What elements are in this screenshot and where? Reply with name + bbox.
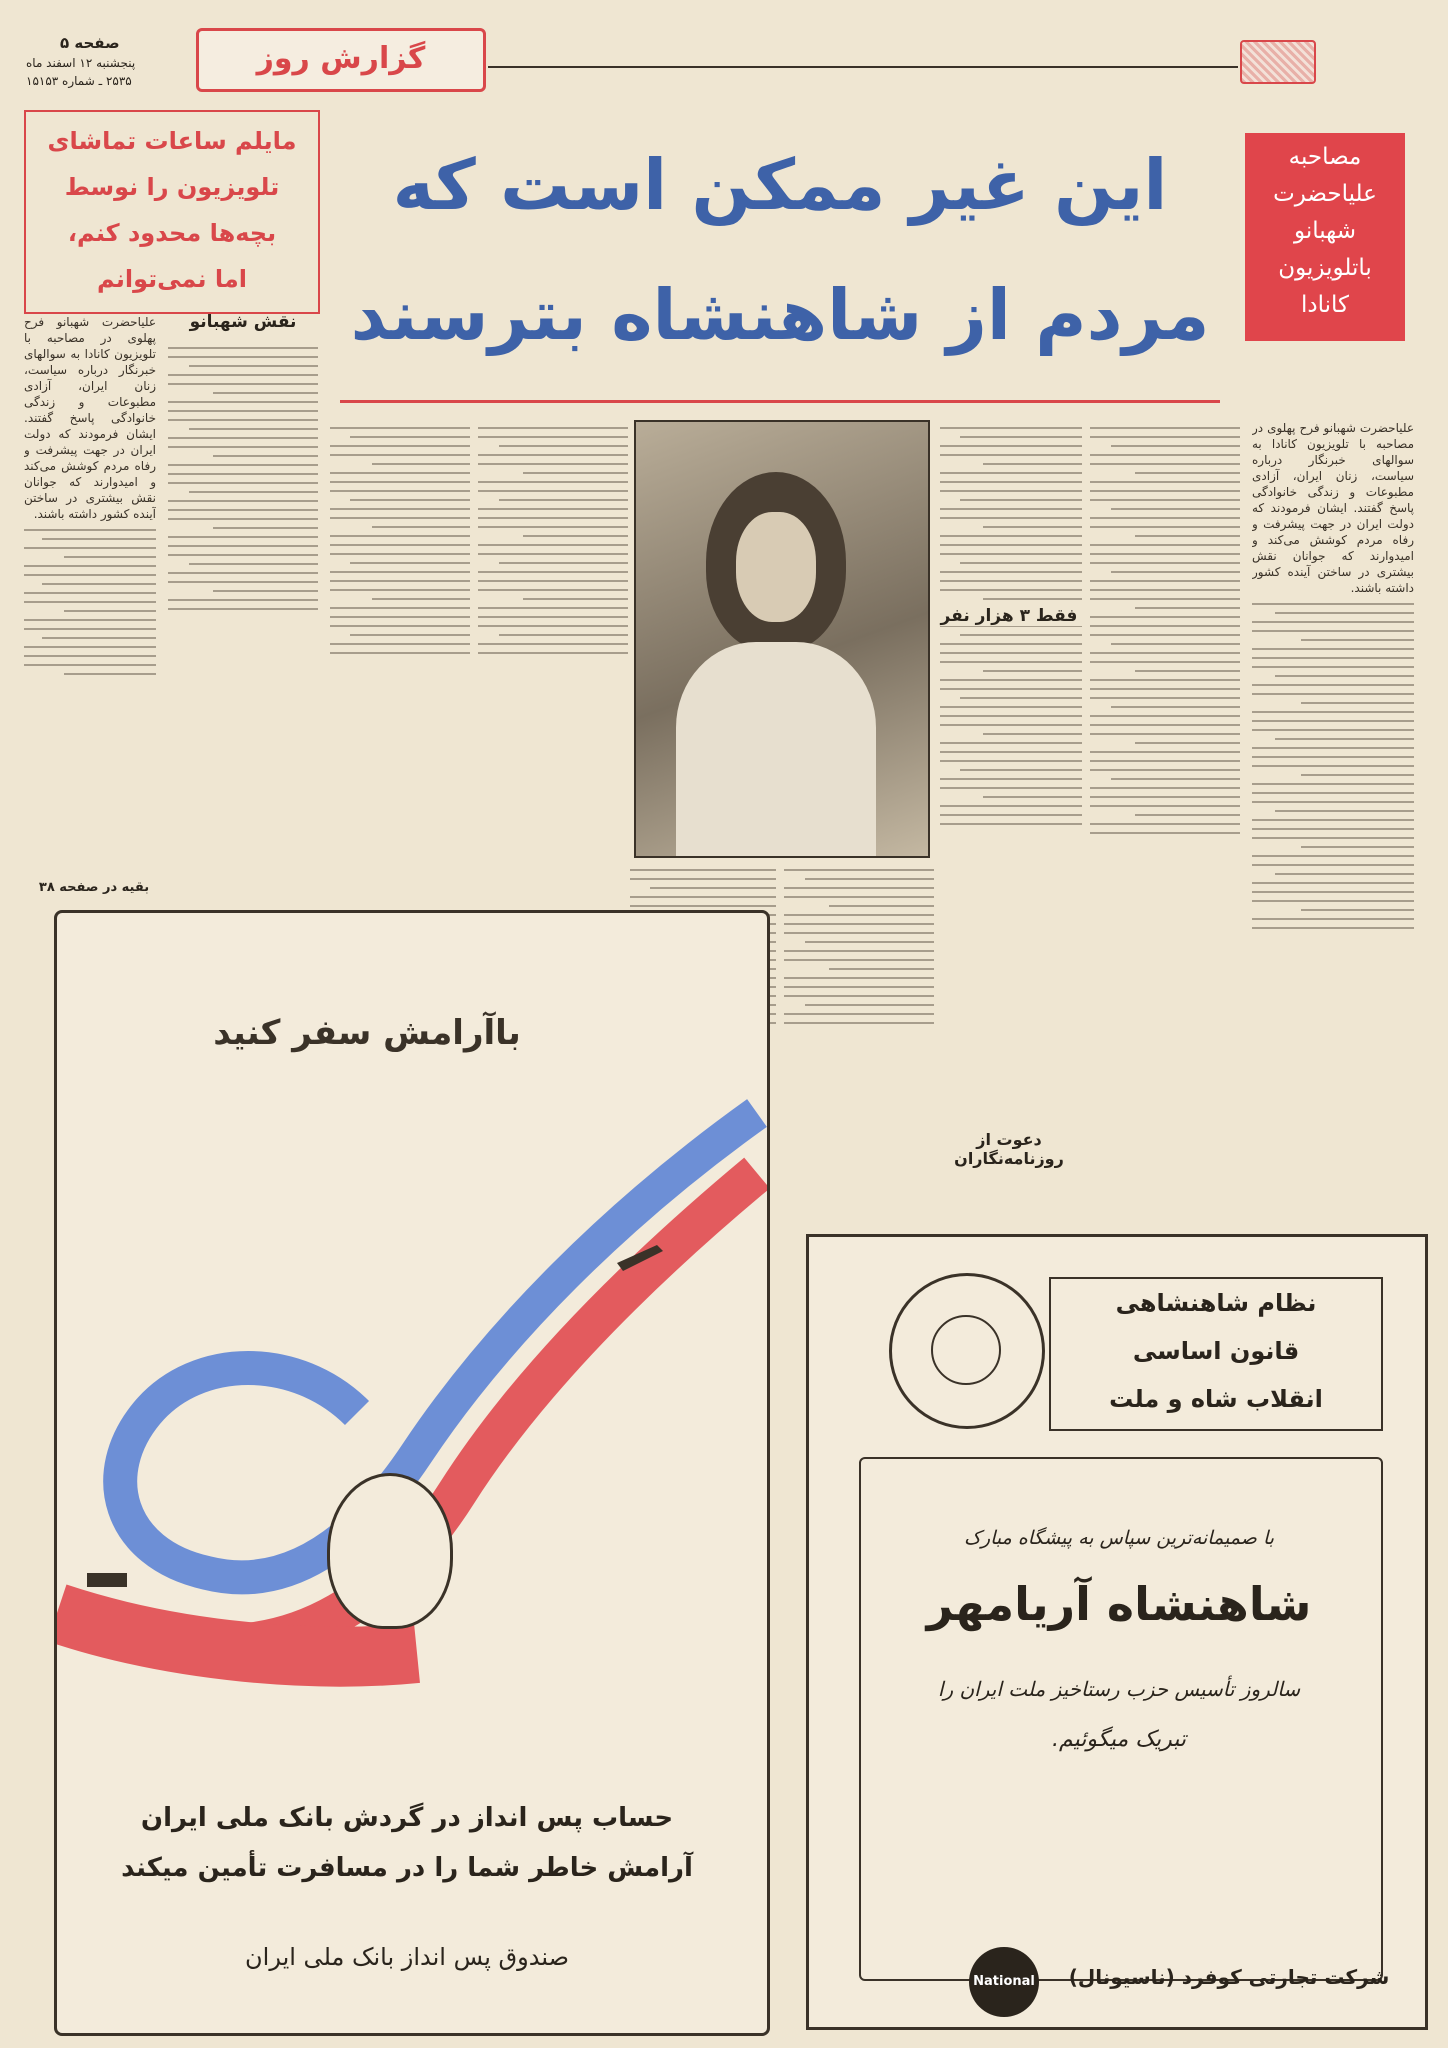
national-ad <box>806 1234 1428 2030</box>
bank-ad-line-1: حساب پس انداز در گردش بانک ملی ایران <box>140 1803 674 1833</box>
col4-text <box>478 420 628 870</box>
national-line-4: تبریک میگوئیم. <box>1051 1727 1187 1752</box>
col-mid-low-1 <box>784 862 934 1172</box>
masthead-rule <box>488 66 1238 68</box>
subhead-role: نقش شهبانو <box>189 312 297 332</box>
col-right-1 <box>1252 420 1414 1180</box>
interview-box <box>1245 133 1405 341</box>
quote-line: اما نمی‌توانم <box>97 265 247 293</box>
flower-line: نظام شاهنشاهی <box>1115 1289 1317 1317</box>
headline-line-1: این غیر ممکن است که <box>392 144 1168 226</box>
flower-line: قانون اساسی <box>1132 1337 1300 1365</box>
flower-center-icon <box>931 1315 1001 1385</box>
national-big-line: شاهنشاه آریامهر <box>926 1577 1312 1631</box>
headline-line-2: مردم از شاهنشاه بترسند <box>350 274 1210 356</box>
page-label: صفحه ۵ <box>60 34 120 52</box>
quote-line: مایلم ساعات تماشای <box>47 127 297 155</box>
national-line-3: سالروز تأسیس حزب رستاخیز ملت ایران را <box>937 1677 1301 1701</box>
col2-text <box>168 340 318 880</box>
article-body: علیاحضرت شهبانو فرح پهلوی در مصاحبه با تلویزیون کانادا به سوالهای خبرنگار درباره سیاست، زنان ایران، آزادی مطبوعات و زندگی خانوادگی پاسخ گفتند. ایشان فرمودند که دولت ایران در جهت پیشرفت و رفاه مردم کوشش می‌کند و امیدوارند که جوانان نقش بیشتری در ساختن آینده کشور داشته باشند. <box>1252 421 1414 595</box>
interview-line: باتلویزیون <box>1278 255 1372 281</box>
interview-photo <box>634 420 930 858</box>
bank-ad-line-2: آرامش خاطر شما را در مسافرت تأمین میکند <box>121 1853 693 1883</box>
interview-line: مصاحبه <box>1288 144 1362 170</box>
quote-line: تلویزیون را نوسط <box>64 173 280 201</box>
article-body: علیاحضرت شهبانو فرح پهلوی در مصاحبه با تلویزیون کانادا به سوالهای خبرنگار درباره سیاست، زنان ایران، آزادی مطبوعات و زندگی خانوادگی پاسخ گفتند. ایشان فرمودند که دولت ایران در جهت پیشرفت و رفاه مردم کوشش می‌کند و امیدوارند که جوانان نقش بیشتری در ساختن آینده کشور داشته باشند. <box>24 315 156 521</box>
interview-line: شهبانو <box>1293 218 1357 244</box>
left-column-text <box>24 314 156 874</box>
interview-line: علیاحضرت <box>1273 181 1377 207</box>
subhead-count: فقط ۳ هزار نفر <box>934 606 1084 626</box>
car-icon <box>87 1573 127 1587</box>
headline-rule <box>340 400 1220 403</box>
flower-line: انقلاب شاه و ملت <box>1109 1385 1323 1413</box>
flower-text-box <box>1049 1277 1383 1431</box>
bank-emblem-icon <box>327 1473 453 1629</box>
issue-line: ۲۵۳۵ ـ شماره ۱۵۱۵۳ <box>26 74 132 88</box>
bank-ad-road-graphic <box>57 1053 767 1853</box>
photo-body <box>676 642 876 856</box>
national-small-line: با صمیمانه‌ترین سپاس به پیشگاه مبارک <box>963 1527 1275 1549</box>
col3-text <box>330 420 470 870</box>
national-company: شرکت تجارتی کوفرد (ناسیونال) <box>1068 1965 1390 1989</box>
quote-box <box>24 110 320 314</box>
masthead-logo <box>1240 40 1316 84</box>
photo-face <box>736 512 816 622</box>
date-line: پنجشنبه ۱۲ اسفند ماه <box>26 56 136 70</box>
interview-line: کانادا <box>1301 292 1349 318</box>
section-title-box <box>196 28 486 92</box>
bank-ad-slogan: باآرامش سفر کنید <box>213 1013 521 1053</box>
subhead-invite: دعوت از روزنامه‌نگاران <box>934 1130 1084 1168</box>
quote-line: بچه‌ها محدود کنم، <box>67 219 277 247</box>
section-title: گزارش روز <box>256 41 426 76</box>
national-logo: National <box>969 1947 1039 2017</box>
col-right-2 <box>1090 420 1240 1180</box>
bank-ad <box>54 910 770 2036</box>
bank-ad-footer: صندوق پس انداز بانک ملی ایران <box>245 1943 569 1971</box>
col-right-3 <box>940 420 1082 1180</box>
continued-note: بقیه در صفحه ۳۸ <box>38 880 150 895</box>
